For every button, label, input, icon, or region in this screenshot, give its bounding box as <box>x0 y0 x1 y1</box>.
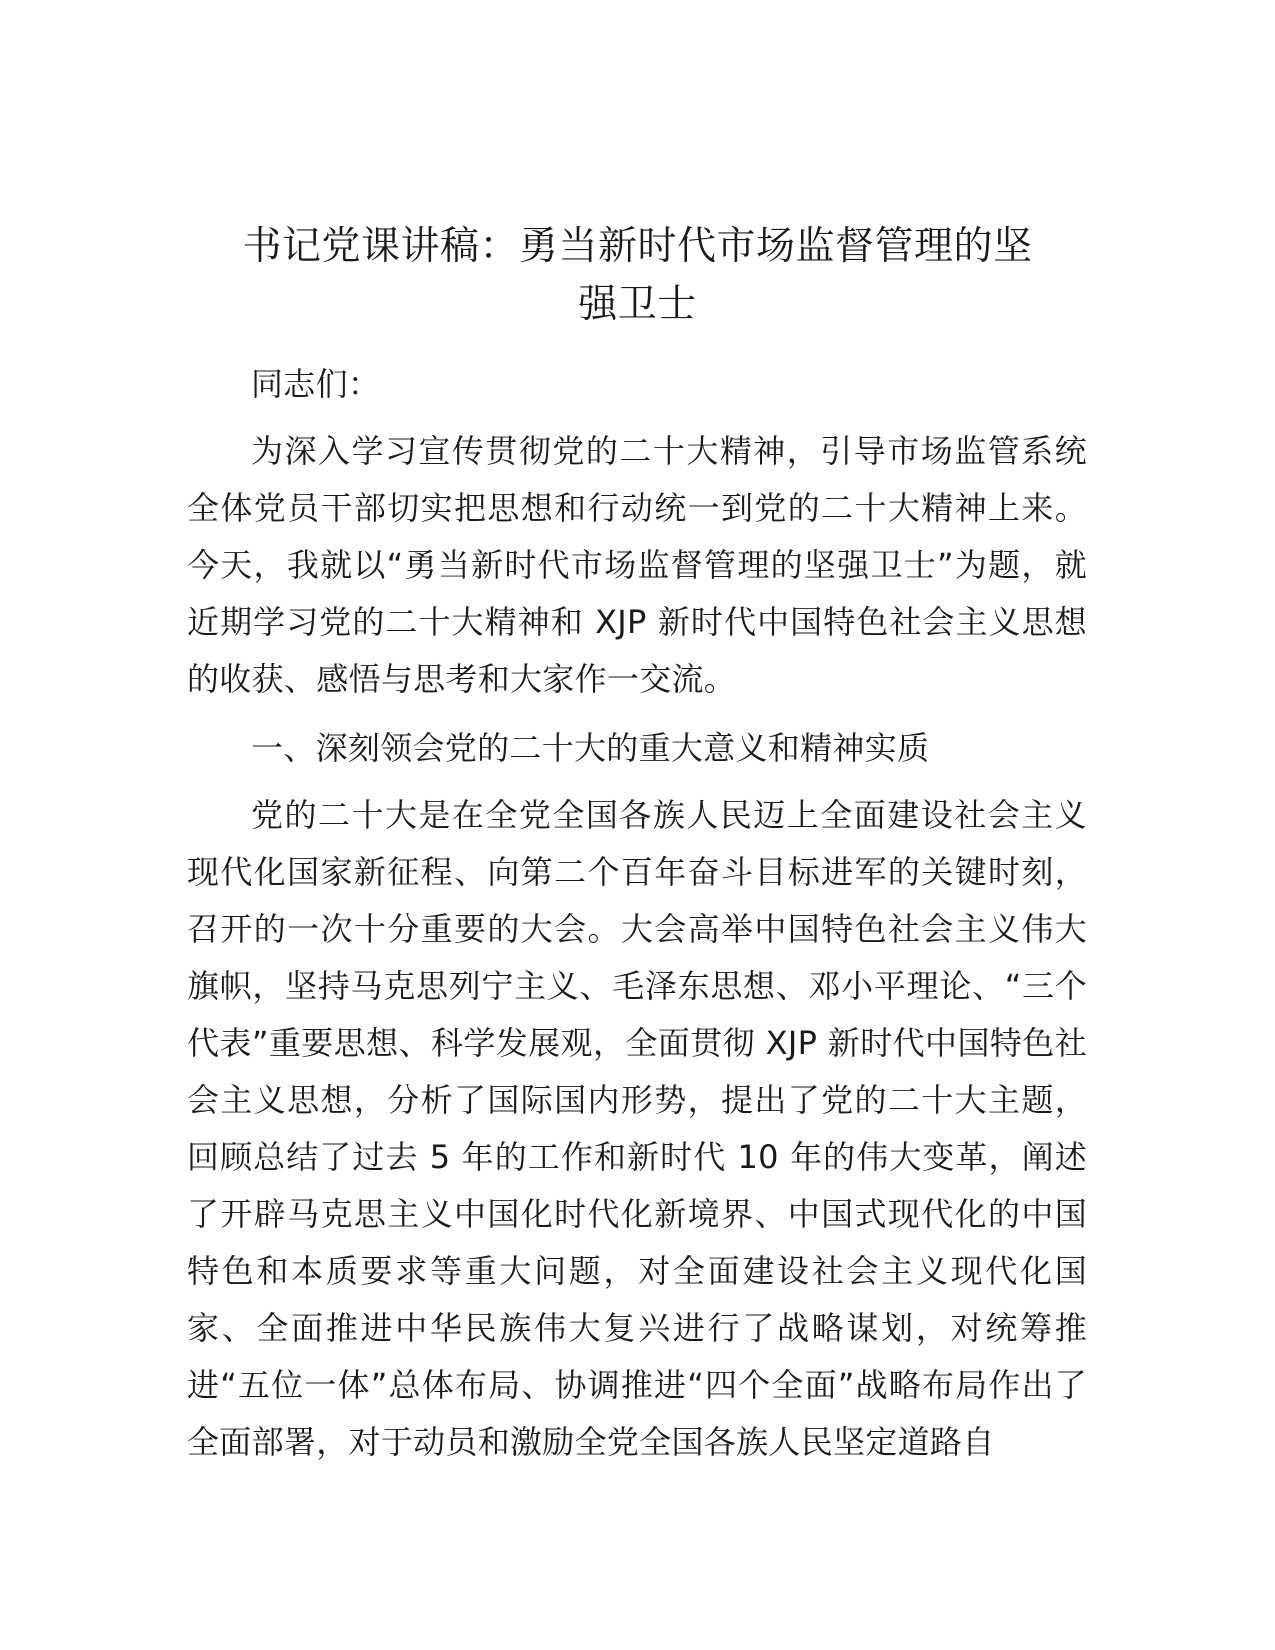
salutation: 同志们： <box>251 365 381 403</box>
section-heading-1: 一、深刻领会党的二十大的重大意义和精神实质 <box>251 729 930 767</box>
document-title-line-2: 强卫士 <box>578 282 697 327</box>
body-paragraph-2: 党的二十大是在全党全国各族人民迈上全面建设社会主义现代化国家新征程、向第二个百年奋斗目标进军的关键时刻，召开的一次十分重要的大会。大会高举中国特色社会主义伟大旗帜，坚持马克思列宁主义、毛泽东思想、邓小平理论、“三个代表”重要思想、科学发展观，全面贯彻 XJP 新时代中国特色社会主义思想，分析了国际国内形势，提出了党的二十大主题，回顾总结了过去 5 年的工作和新时代 10 年的伟大变革，阐述了开辟马克思主义中国化时代化新境界、中国式现代化的中国特色和本质要求等重大问题，对全面建设社会主义现代化国家、全面推进中华民族伟大复兴进行了战略谋划，对统筹推进“五位一体”总体布局、协调推进“四个全面”战略布局作出了全面部署，对于动员和激励全党全国各族人民坚定道路自 <box>187 796 1087 1461</box>
intro-paragraph: 为深入学习宣传贯彻党的二十大精神，引导市场监管系统全体党员干部切实把思想和行动统一到党的二十大精神上来。今天，我就以“勇当新时代市场监督管理的坚强卫士”为题，就近期学习党的二十大精神和 XJP 新时代中国特色社会主义思想的收获、感悟与思考和大家作一交流。 <box>187 432 1087 698</box>
document-title <box>170 218 1105 334</box>
document-title-line-1: 书记党课讲稿：勇当新时代市场监督管理的坚 <box>242 224 1033 269</box>
document-body <box>187 356 1087 1483</box>
